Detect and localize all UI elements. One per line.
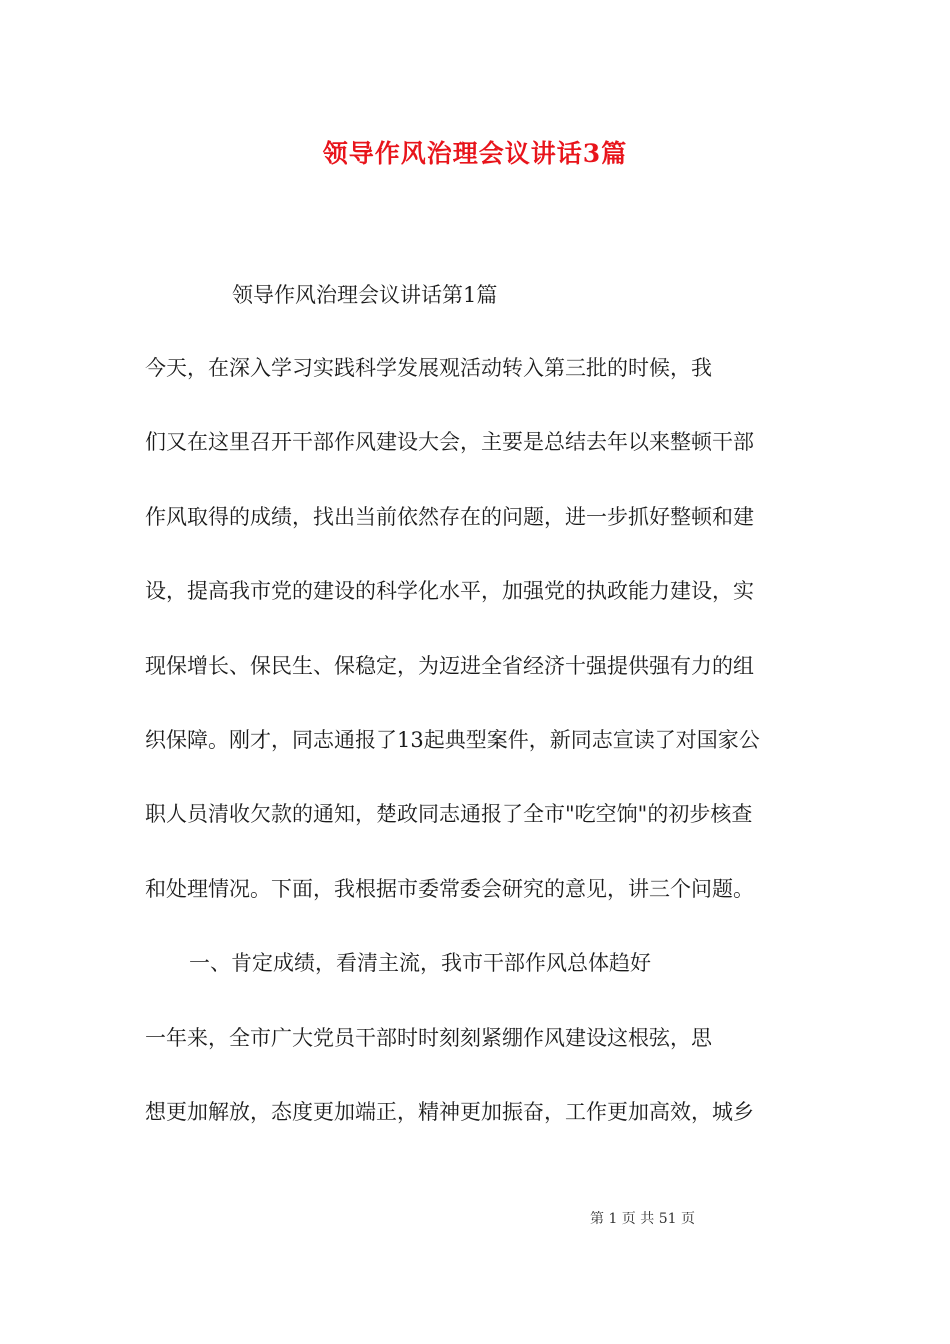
paragraph-line: 设，提高我市党的建设的科学化水平，加强党的执政能力建设，实 [145,579,754,603]
section-heading: 一、肯定成绩，看清主流，我市干部作风总体趋好 [189,951,651,975]
paragraph-line: 作风取得的成绩，找出当前依然存在的问题，进一步抓好整顿和建 [145,505,754,529]
document-title: 领导作风治理会议讲话3篇 [322,139,628,168]
paragraph-line: 现保增长、保民生、保稳定，为迈进全省经济十强提供强有力的组 [145,654,754,678]
paragraph-line: 想更加解放，态度更加端正，精神更加振奋，工作更加高效，城乡 [145,1100,754,1124]
paragraph-line: 们又在这里召开干部作风建设大会，主要是总结去年以来整顿干部 [145,430,754,454]
section-subtitle: 领导作风治理会议讲话第1篇 [232,283,498,307]
paragraph-line: 职人员清收欠款的通知，楚政同志通报了全市"吃空饷"的初步核查 [145,802,753,826]
paragraph-line: 今天，在深入学习实践科学发展观活动转入第三批的时候，我 [145,356,712,380]
page-number-footer: 第 1 页 共 51 页 [590,1211,695,1227]
paragraph-line: 一年来，全市广大党员干部时时刻刻紧绷作风建设这根弦，思 [145,1026,712,1050]
paragraph-line: 和处理情况。下面，我根据市委常委会研究的意见，讲三个问题。 [145,877,754,901]
paragraph-line: 织保障。刚才，同志通报了13起典型案件，新同志宣读了对国家公 [145,728,760,752]
